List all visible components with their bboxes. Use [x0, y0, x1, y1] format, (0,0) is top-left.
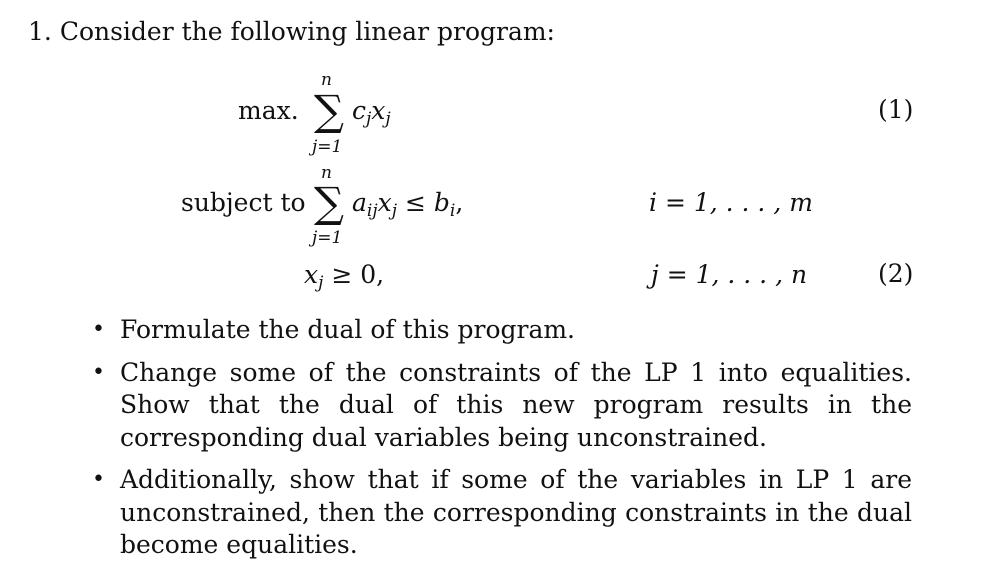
constraint-a-sub: ij [366, 201, 378, 222]
constraint-comma: , [455, 188, 464, 217]
objective-c: c [352, 96, 367, 125]
objective-term [352, 95, 391, 130]
constraint-b: b [433, 188, 450, 217]
nonneg-relation: ≥ 0, [323, 260, 385, 289]
constraint-label: subject to [181, 188, 306, 217]
objective-sum-lower: j=1 [312, 137, 343, 157]
problem-intro: Consider the following linear program: [59, 17, 555, 46]
bullet-icon: • [92, 359, 105, 385]
problem-number: 1. [28, 17, 52, 46]
constraint-b-sub: i [449, 201, 456, 222]
objective-sum-upper: n [321, 70, 332, 90]
constraint-range: i = 1, . . . , m [649, 188, 813, 217]
task-text: Change some of the constraints of the LP 1 into equalities. Show that the dual of this new program results in the corresponding dual variables being unconstrained. [120, 357, 912, 452]
constraint-x: x [377, 188, 392, 217]
task-text: Additionally, show that if some of the variables in LP 1 are unconstrained, then the corresponding constraints in the dual become equalities. [120, 465, 912, 559]
constraint-relation: ≤ [397, 188, 434, 217]
objective-c-sub: j [366, 109, 372, 130]
problem-heading [28, 16, 555, 48]
task-item [92, 314, 912, 347]
objective-label: max. [238, 96, 299, 125]
objective-x: x [371, 96, 386, 125]
constraint-a: a [352, 188, 367, 217]
task-item [92, 464, 912, 562]
nonneg-x-sub: j [318, 273, 324, 294]
constraint-term [352, 187, 463, 222]
task-text: Formulate the dual of this program. [120, 315, 576, 344]
equation-number-2: (2) [878, 259, 914, 288]
objective-sigma: ∑ [314, 86, 344, 135]
constraint-x-sub: j [391, 201, 398, 222]
task-item [92, 357, 912, 455]
bullet-icon: • [92, 317, 105, 342]
nonneg-x: x [304, 260, 319, 289]
equation-number-1: (1) [878, 95, 914, 124]
objective-x-sub: j [385, 109, 391, 130]
constraint-sigma: ∑ [314, 178, 344, 227]
constraint-sum-upper: n [321, 163, 332, 183]
constraint-sum-lower: j=1 [312, 228, 343, 248]
nonnegativity-range: j = 1, . . . , n [651, 260, 808, 289]
task-list [92, 314, 912, 572]
bullet-icon: • [92, 467, 105, 492]
nonnegativity-constraint [304, 259, 384, 294]
